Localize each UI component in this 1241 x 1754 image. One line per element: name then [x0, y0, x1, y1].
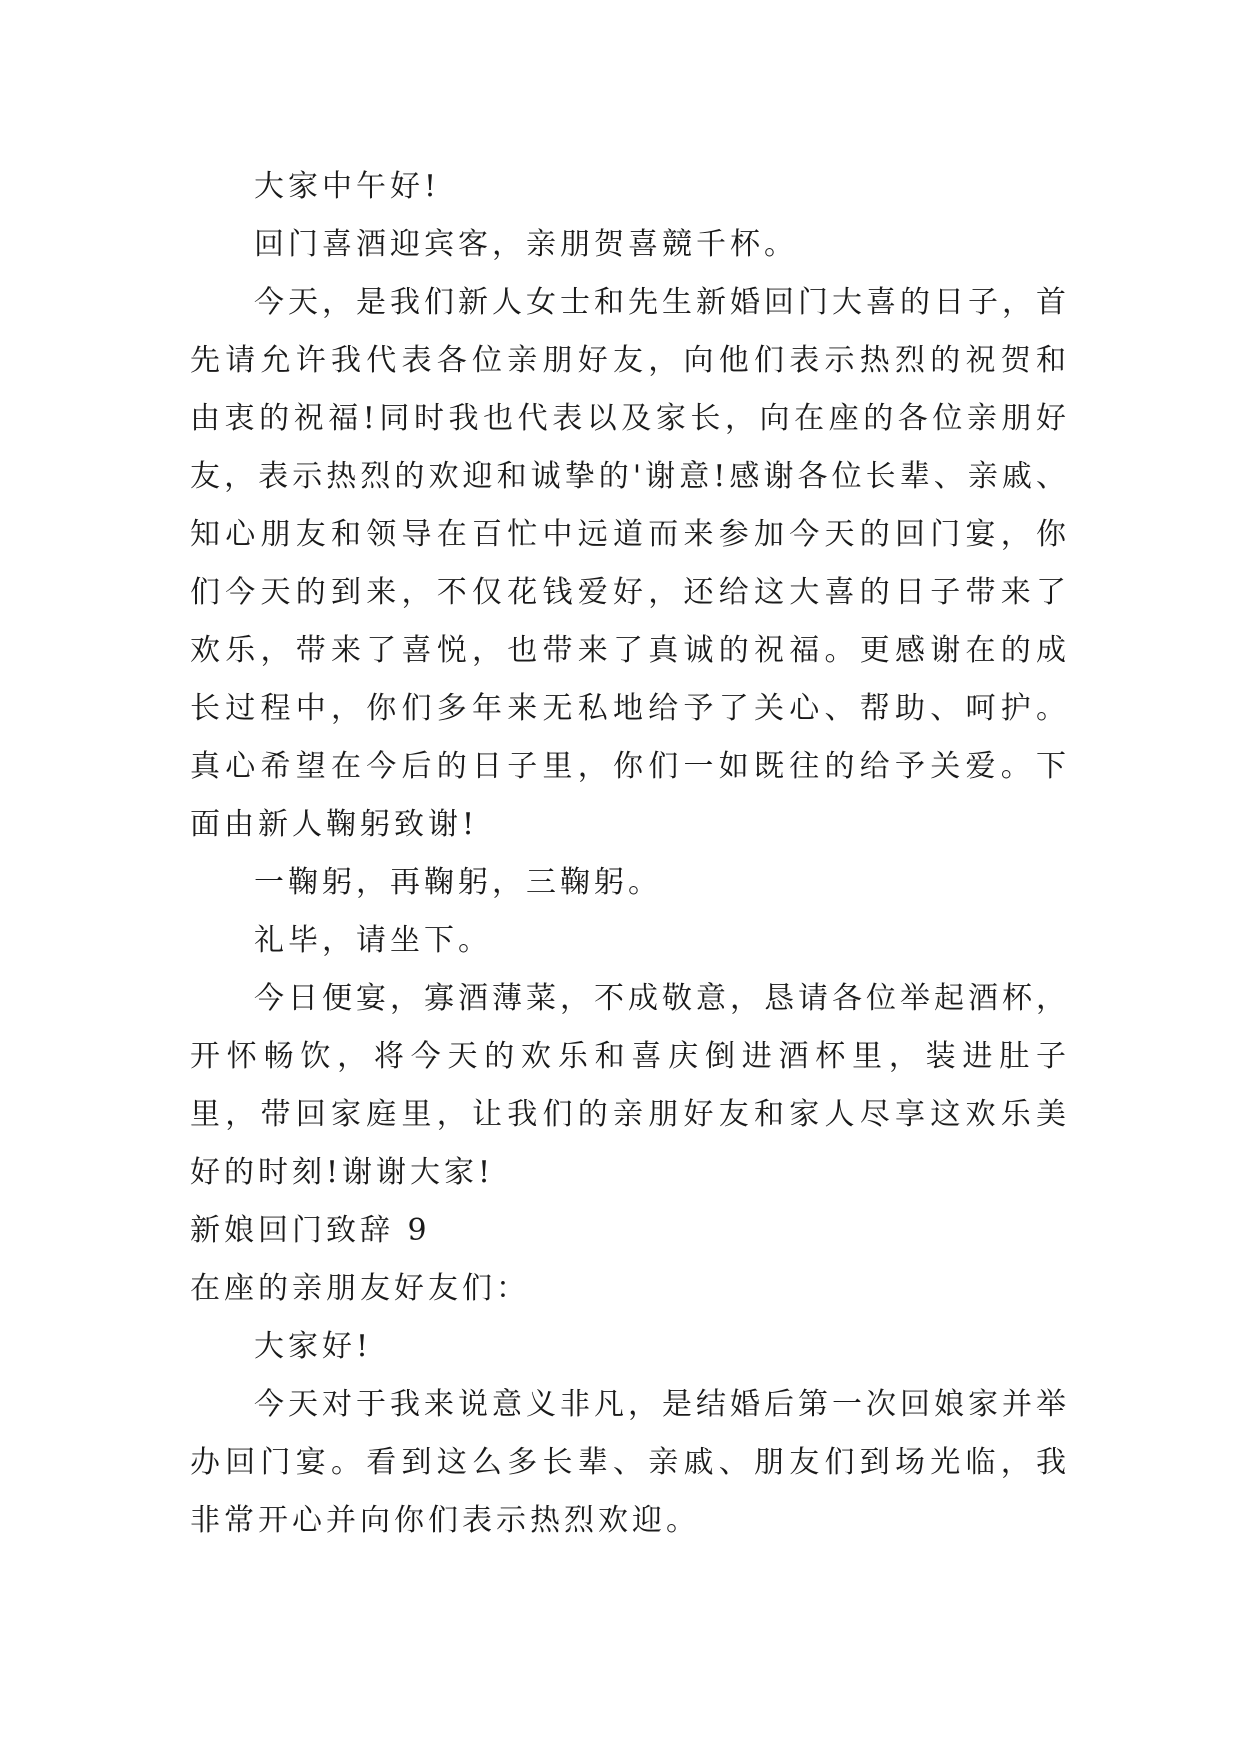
document-body [190, 158, 1070, 1550]
please-sit-paragraph: 礼毕，请坐下。 [254, 923, 492, 958]
hello-paragraph: 大家好! [254, 1329, 373, 1364]
toast-paragraph: 今日便宴，寡酒薄菜，不成敬意，恳请各位举起酒杯，开怀畅饮，将今天的欢乐和喜庆倒进酒杯里，装进肚子里，带回家庭里，让我们的亲朋好友和家人尽享这欢乐美好的时刻!谢谢大家! [190, 981, 1070, 1190]
bow-paragraph: 一鞠躬，再鞠躬，三鞠躬。 [254, 865, 662, 900]
couplet-paragraph: 回门喜酒迎宾客，亲朋贺喜競千杯。 [254, 227, 798, 262]
speech-main-paragraph: 今天，是我们新人女士和先生新婚回门大喜的日子，首先请允许我代表各位亲朋好友，向他们表示热烈的祝贺和由衷的祝福!同时我也代表以及家长，向在座的各位亲朋好友，表示热烈的欢迎和诚挚的'谢意!感谢各位长辈、亲戚、知心朋友和领导在百忙中远道而来参加今天的回门宴，你们今天的到来，不仅花钱爱好，还给这大喜的日子带来了欢乐，带来了喜悦，也带来了真诚的祝福。更感谢在的成长过程中，你们多年来无私地给予了关心、帮助、呵护。真心希望在今后的日子里，你们一如既往的给予关爱。下面由新人鞠躬致谢! [190, 285, 1070, 842]
greeting-paragraph: 大家中午好! [254, 169, 441, 204]
bride-speech-paragraph: 今天对于我来说意义非凡，是结婚后第一次回娘家并举办回门宴。看到这么多长辈、亲戚、朋友们到场光临，我非常开心并向你们表示热烈欢迎。 [190, 1387, 1070, 1538]
salutation-paragraph: 在座的亲朋友好友们： [190, 1271, 530, 1306]
section-heading: 新娘回门致辞 9 [190, 1213, 431, 1248]
